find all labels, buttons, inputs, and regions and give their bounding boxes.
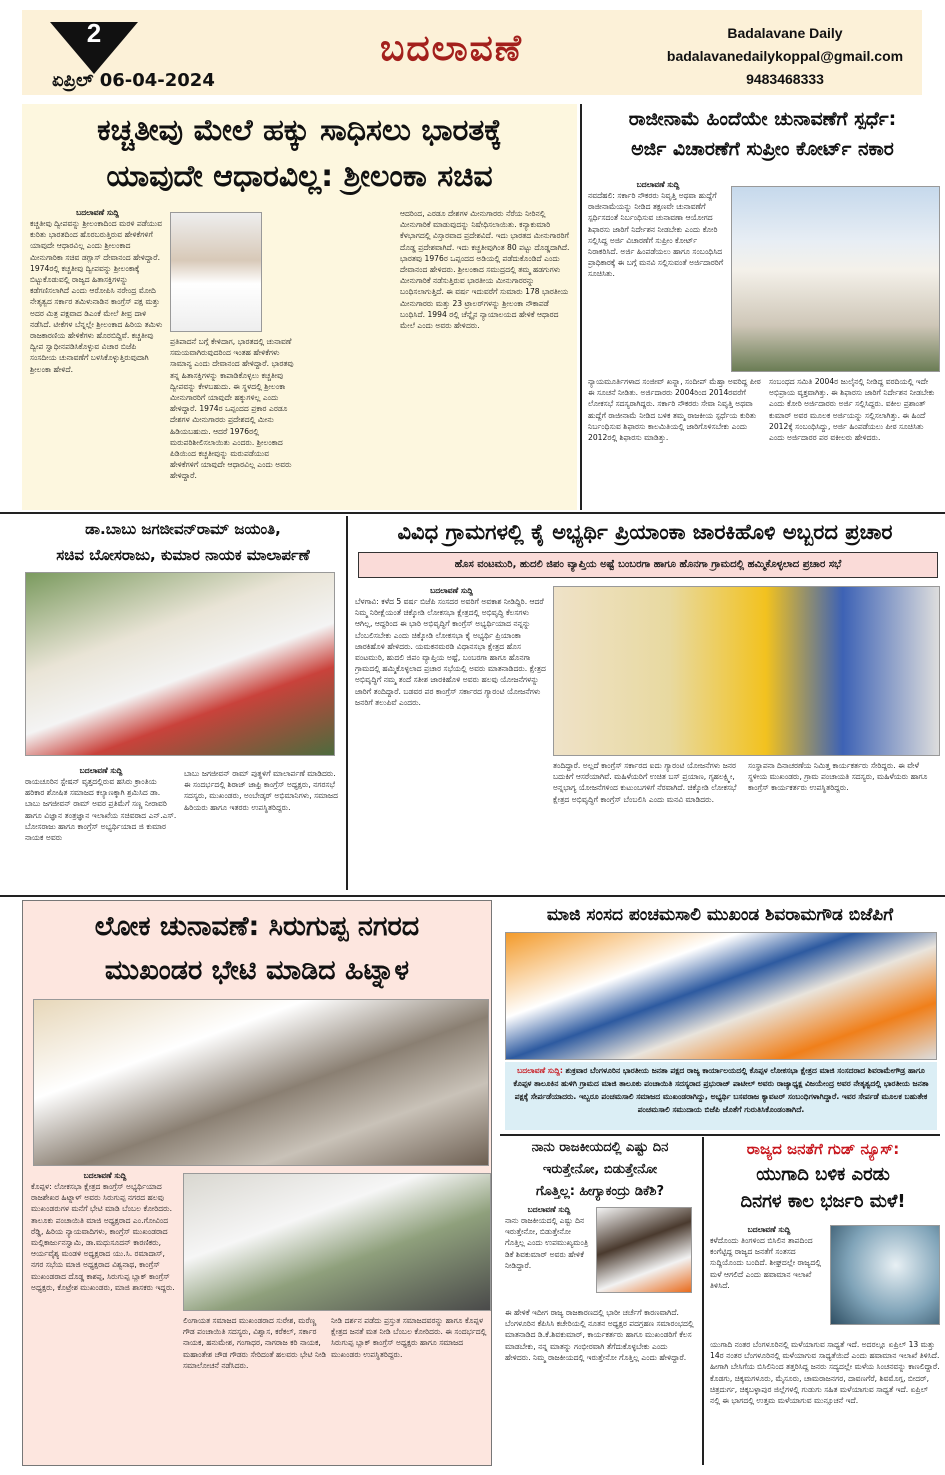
byline: ಬದಲಾವಣೆ ಸುದ್ದಿ (747, 1225, 791, 1234)
column (710, 1225, 828, 1337)
body-text: ಪ್ರತಿಪಾದನೆ ಬಗ್ಗೆ ಕೇಳಿದಾಗ, ಭಾರತದಲ್ಲಿ ಚುನಾವಣೆ ಸಮಯವಾಗಿರುವುದರಿಂದ ಇಂತಹ ಹೇಳಿಕೆಗಳು ಸಾಮಾನ್ಯ ಎಂದು ದೇವಾನಂದ ಹೇಳಿದ್ದಾರೆ. ಭಾರತವು ತನ್ನ ಹಿತಾಸಕ್ತಿಗಳನ್ನು ಕಾಪಾಡಿಕೊಳ್ಳಲು ಕಚ್ಚತೀವು ದ್ವೀಪವನ್ನು ಕೇಳಬಹುದು. ಈ ಸ್ಥಳದಲ್ಲಿ ಶ್ರೀಲಂಕಾ ಮೀನುಗಾರರಿಗೆ ಯಾವುದೇ ಹಕ್ಕುಗಳಿಲ್ಲ ಎಂದು ಹೇಳಿದ್ದಾರೆ. 1974ರ ಒಪ್ಪಂದದ ಪ್ರಕಾರ ಎರಡೂ ದೇಶಗಳ ಮೀನುಗಾರರು ಪ್ರದೇಶದಲ್ಲಿ ಮೀನು ಹಿಡಿಯಬಹುದು. ಆದರೆ 1976ರಲ್ಲಿ ಮರುಪರಿಶೀಲಿಸಲಾಯಿತು ಎಂದರು. ಶ್ರೀಲಂಕಾದ ಪಿಡಿಯಿಂದ ಕಚ್ಚತೀವುನ್ನು ಮರುಪಡೆಯುವ ಹೇಳಿಕೆಗಳಿಗೆ ಯಾವುದೇ ಆಧಾರವಿಲ್ಲ ಎಂದು ಅವರು ಹೇಳಿದ್ದಾರೆ. (170, 337, 294, 481)
headline (500, 1137, 700, 1203)
body-text: ನಾನು ರಾಜಕೀಯದಲ್ಲಿ ಎಷ್ಟು ದಿನ ಇರುತ್ತೇನೋ, ಬಿಡುತ್ತೇನೋ ಗೊತ್ತಿಲ್ಲ ಎಂದು ಉಪಮುಖ್ಯಮಂತ್ರಿ ಡಿಕೆ ಶಿವಕುಮಾರ್ ಅವರು ಹೇಳಿಕೆ ನೀಡಿದ್ದಾರೆ. (505, 1216, 589, 1270)
column-divider (580, 104, 582, 510)
phone: 9483468333 (746, 71, 824, 87)
headline-line: ಅರ್ಜಿ ವಿಚಾರಣೆಗೆ ಸುಪ್ರೀಂ ಕೋರ್ಟ್ ನಕಾರ (631, 138, 894, 160)
headline-line: ನಾನು ರಾಜಕೀಯದಲ್ಲಿ ಎಷ್ಟು ದಿನ (531, 1140, 669, 1155)
body-text: ನ್ಯಾಯಮೂರ್ತಿಗಳಾದ ಸಂಜೀವ್ ಖನ್ನಾ, ಸಂದೀಪ್ ಮೆಹ್ತಾ ಅವರಿದ್ದ ಪೀಠ ಈ ಸೂಚನೆ ನೀಡಿತು. ಅರ್ಜಿದಾರರು 2004ರಿಂದ 2014ರವರೆಗೆ ಲೋಕಸಭೆ ಸದಸ್ಯರಾಗಿದ್ದರು. ಸರ್ಕಾರಿ ನೌಕರರು ಸೇವಾ ನಿವೃತ್ತಿ ಅಥವಾ ಹುದ್ದೆಗೆ ರಾಜೀನಾಮೆ ನೀಡಿದ ಬಳಿಕ ತಮ್ಮ ರಾಜಕೀಯ ಸ್ಪರ್ಧೆಯ ಕುರಿತು ನಿರ್ಬಂಧಿಸುವ ಶಿಫಾರಸು ಕಾಲಮಿತಿಯಲ್ಲಿ ಜಾರಿಗೊಳಿಸಬೇಕು ಎಂದು 2012ರಲ್ಲಿ ಶಿಫಾರಸು ಮಾಡಿತ್ತು. (588, 377, 761, 443)
headline-line: ಡಾ.ಬಾಬು ಜಗಜೀವನ್‌ರಾಮ್ ಜಯಂತಿ, (85, 520, 281, 538)
column (355, 586, 548, 888)
article-jagjivan-ram (22, 516, 344, 890)
body-text: ಬಾಬು ಜಗಜೀವನ್ ರಾಮ್ ಪುತ್ಥಳಿಗೆ ಮಾಲಾರ್ಪಣೆ ಮಾಡಿದರು. ಈ ಸಂದರ್ಭದಲ್ಲಿ ಶಿರಾಜ್ ಜಾಫ್ರಿ ಕಾಂಗ್ರೆಸ್ ಅಧ್ಯಕ್ಷರು, ನಗರಸಭೆ ಸದಸ್ಯರು, ಮುಖಂಡರು, ಅಂಬೇಡ್ಕರ್ ಅಭಿಮಾನಿಗಳು, ಸಮಾಜದ ಹಿರಿಯರು ಹಾಗೂ ಇತರರು ಉಪಸ್ಥಿತರಿದ್ದರು. (184, 769, 339, 812)
rain-umbrella-photo (830, 1225, 940, 1325)
contact-info (660, 22, 910, 91)
byline: ಬದಲಾವಣೆ ಸುದ್ದಿ (79, 766, 123, 775)
headline-line: ಲೋಕ ಚುನಾವಣೆ: ಸಿರುಗುಪ್ಪ ನಗರದ (94, 911, 420, 942)
column (505, 1205, 593, 1305)
email: badalavanedailykoppal@gmail.com (666, 48, 904, 64)
body-text: ಯುಗಾದಿ ನಂತರ ಬೆಂಗಳೂರಿನಲ್ಲಿ ಮಳೆಯಾಗುವ ಸಾಧ್ಯತೆ ಇದೆ. ಅದರಲ್ಲೂ ಏಪ್ರಿಲ್ 13 ಮತ್ತು 14ರ ನಂತರ ಬೆಂಗಳೂರಿನಲ್ಲಿ ಮಳೆಯಾಗುವ ಸಾಧ್ಯತೆಯಿದೆ ಎಂದು ಹವಾಮಾನ ಇಲಾಖೆ ತಿಳಿಸಿದೆ. ಹೀಗಾಗಿ ಬೇಸಿಗೆಯ ಬಿಸಿಲಿನಿಂದ ತತ್ತರಿಸಿದ್ದ ಜನರು ಸದ್ಯದಲ್ಲೇ ಮಳೆಯ ಸಿಂಚನವನ್ನು ಕಾಣಲಿದ್ದಾರೆ. ಕೊಡಗು, ಚಿಕ್ಕಮಗಳೂರು, ಮೈಸೂರು, ಚಾಮರಾಜನಗರ, ದಾವಣಗೆರೆ, ಶಿವಮೊಗ್ಗ, ಬೀದರ್, ಚಿತ್ರದುರ್ಗ, ಚಿಕ್ಕಬಳ್ಳಾಪುರ ಜಿಲ್ಲೆಗಳಲ್ಲಿ ಗುಡುಗು ಸಹಿತ ಮಳೆಯಾಗುವ ಸಾಧ್ಯತೆ ಇದೆ. ಏಪ್ರಿಲ್ ನಲ್ಲಿ ಈ ಭಾಗದಲ್ಲಿ ಉತ್ತಮ ಮಳೆಯಾಗುವ ಮುನ್ಸೂಚನೆ ಇದೆ. (710, 1340, 940, 1406)
section-divider (0, 895, 945, 897)
headline-line: ಯುಗಾದಿ ಬಳಿಕ ಎರಡು (756, 1164, 890, 1185)
headline (23, 901, 491, 993)
caption-lead: ಬದಲಾವಣೆ ಸುದ್ದಿ: (517, 1066, 563, 1075)
body-text: ಆದರಿಂದ, ಎರಡೂ ದೇಶಗಳ ಮೀನುಗಾರರು ನೆರೆಯ ನೀರಿನಲ್ಲಿ ಮೀನುಗಾರಿಕೆ ಮಾಡುವುದನ್ನು ನಿಷೇಧಿಸಲಾಯಿತು. ಕನ್ಯಾಕುಮಾರಿ ಕೆಳಭಾಗದಲ್ಲಿ ವಿಸ್ತಾರವಾದ ಪ್ರದೇಶವಿದೆ. ಇದು ಭಾರತದ ಮೀನುಗಾರರಿಗೆ ದೊಡ್ಡ ಪ್ರದೇಶವಾಗಿದೆ. ಇದು ಕಚ್ಚತೀವುಗಿಂತ 80 ಪಟ್ಟು ದೊಡ್ಡದಾಗಿದೆ. ಭಾರತವು 1976ರ ಒಪ್ಪಂದದ ಅಡಿಯಲ್ಲಿ ಪಡೆದುಕೊಂಡಿದೆ ಎಂದು ದೇವಾನಂದ ಹೇಳಿದರು. ಶ್ರೀಲಂಕಾದ ಸಮುದ್ರದಲ್ಲಿ ತಮ್ಮ ಹಡಗುಗಳು ಮೀನುಗಾರಿಕೆ ನಡೆಸುತ್ತಿರುವ ಭಾರತೀಯ ಮೀನುಗಾರರನ್ನು ಬಂಧಿಸಲಾಗುತ್ತಿದೆ. ಈ ವರ್ಷ ಇದುವರೆಗೆ ಸುಮಾರು 178 ಭಾರತೀಯ ಮೀನುಗಾರರು ಮತ್ತು 23 ಟ್ರಾಲರ್‌ಗಳನ್ನು ಶ್ರೀಲಂಕಾ ನೌಕಾಪಡೆ ಬಂಧಿಸಿದೆ. 1994 ರಲ್ಲಿ ಚೆನ್ನೈನ ನ್ಯಾಯಾಲಯದ ಹೇಳಿಕೆ ಆಧಾರದ ಮೇಲೆ ಎಂದು ಅವರು ಹೇಳಿದರು. (400, 209, 570, 331)
headline (706, 1161, 940, 1215)
headline-line: ಮುಖಂಡರ ಭೇಟಿ ಮಾಡಿದ ಹಿಟ್ನಾಳ (104, 955, 410, 986)
issue-date: ಏಪ್ರಿಲ್ 06-04-2024 (52, 70, 215, 91)
byline: ಬದಲಾವಣೆ ಸುದ್ದಿ (527, 1205, 571, 1214)
column-divider (346, 516, 348, 890)
subheadline: ಹೊಸ ವಂಟಮುರಿ, ಹುದಲಿ ಜಿಪಂ ವ್ಯಾಪ್ತಿಯ ಅಷ್ಟೆ ಬಂಬರಗಾ ಹಾಗೂ ಹೊನಗಾ ಗ್ರಾಮದಲ್ಲಿ ಹಮ್ಮಿಕೊಳ್ಳಲಾದ ಪ್ರಚಾರ ಸಭೆ (358, 552, 938, 578)
headline-line: ಗೊತ್ತಿಲ್ಲ: ಹೀಗ್ಯಾಕಂದ್ರು ಡಿಕೆಶಿ? (535, 1184, 665, 1199)
column (25, 766, 177, 888)
newspaper-logo: ಬದಲಾವಣೆ (380, 28, 523, 69)
caption-text: ಶುಕ್ರವಾರ ಬೆಂಗಳೂರಿನ ಭಾರತೀಯ ಜನತಾ ಪಕ್ಷದ ರಾಜ್ಯ ಕಾರ್ಯಾಲಯದಲ್ಲಿ ಕೊಪ್ಪಳ ಲೋಕಸಭಾ ಕ್ಷೇತ್ರದ ಮಾಜಿ ಸಂಸದರಾದ ಶಿವರಾಮೇಗೌಡ್ರ ಹಾಗೂ ಕೊಪ್ಪಳ ತಾಲೂಕಿನ ಹುಳಿಗಿ ಗ್ರಾಮದ ಮಾಜಿ ತಾಲೂಕು ಪಂಚಾಯಿತಿ ಸದಸ್ಯರಾದ ಪ್ರಭುರಾಜ್ ಪಾಟೀಲ್ ಅವರು ರಾಜ್ಯಾಧ್ಯಕ್ಷ ವಿಜಯೇಂದ್ರ ಅವರ ನೇತೃತ್ವದಲ್ಲಿ ಭಾರತೀಯ ಜನತಾ ಪಕ್ಷಕ್ಕೆ ಸೇರ್ಪಡೆಯಾದರು. ಇಬ್ಬರೂ ಪಂಚಮಸಾಲಿ ಸಮಾಜದ ಮುಖಂಡರಾಗಿದ್ದು, ಅಭ್ಯರ್ಥಿ ಬಸವರಾಜ ಕ್ಯಾವಟರ್ ಸಂಬಂಧಿಗಳಾಗಿದ್ದಾರೆ. ಇವರ ಸೇರ್ಪಡೆ ಮೂಲಕ ಬಹುತೇಕ ಪಂಚಮಸಾಲಿ ಸಮುದಾಯ ಬಿಜೆಪಿ ಜೊತೆಗೆ ಗುರುತಿಸಿಕೊಂಡಂತಾಗಿದೆ. (513, 1066, 929, 1114)
article-dk-shivakumar (500, 1137, 700, 1465)
section-divider (500, 1134, 940, 1136)
column-divider (702, 1137, 704, 1465)
body-text: ಕಚ್ಚತೀವು ದ್ವೀಪವನ್ನು ಶ್ರೀಲಂಕಾದಿಂದ ಮರಳಿ ಪಡೆಯುವ ಕುರಿತು ಭಾರತದಿಂದ ಹೊರಬರುತ್ತಿರುವ ಹೇಳಿಕೆಗಳಿಗೆ ಯಾವುದೇ ಆಧಾರವಿಲ್ಲ ಎಂದು ಶ್ರೀಲಂಕಾದ ಮೀನುಗಾರಿಕಾ ಸಚಿವ ಡಗ್ಲಾಸ್ ದೇವಾನಂದ ಹೇಳಿದ್ದಾರೆ. 1974ರಲ್ಲಿ ಕಚ್ಚತೀವು ದ್ವೀಪವನ್ನು ಶ್ರೀಲಂಕಾಕ್ಕೆ ಬಿಟ್ಟುಕೊಡುವಲ್ಲಿ ರಾಜ್ಯದ ಹಿತಾಸಕ್ತಿಗಳನ್ನು ಕಡೆಗಣಿಸಲಾಗಿದೆ ಎಂದು ಆರೋಪಿಸಿ ನರೇಂದ್ರ ಮೋದಿ ನೇತೃತ್ವದ ಸರ್ಕಾರ ತಮಿಳುನಾಡಿನ ಕಾಂಗ್ರೆಸ್ ಪಕ್ಷ ಮತ್ತು ಅದರ ಮಿತ್ರ ಪಕ್ಷವಾದ ಡಿಎಂಕೆ ಮೇಲೆ ತೀವ್ರ ದಾಳಿ ನಡೆಸಿದೆ. ಟೀಕೆಗಳ ಬೆನ್ನಲ್ಲೇ ಶ್ರೀಲಂಕಾದ ಹಿರಿಯ ತಮಿಳು ರಾಜಕಾರಣಿಯ ಹೇಳಿಕೆಗಳು ಹೊರಬಿದ್ದಿವೆ. ಕಚ್ಚತೀವು ದ್ವೀಪ ಸ್ವಾಧೀನಪಡಿಸಿಕೊಳ್ಳುವ ವಿಚಾರ ಬಿಜೆಪಿ ಸಂಸದೀಯ ಚುನಾವಣೆಗೆ ಬಳಸಿಕೊಳ್ಳುತ್ತಿರುವುದಾಗಿ ಶ್ರೀಲಂಕಾ ಹೇಳಿದೆ. (30, 219, 163, 374)
article-priyanka-campaign (350, 516, 940, 890)
headline: ವಿವಿಧ ಗ್ರಾಮಗಳಲ್ಲಿ ಕೈ ಅಭ್ಯರ್ಥಿ ಪ್ರಿಯಾಂಕಾ ಜಾರಕಿಹೊಳಿ ಅಬ್ಬರದ ಪ್ರಚಾರ (397, 520, 893, 544)
campaign-photo (553, 586, 940, 756)
article-hitnal (22, 900, 492, 1466)
body-text: ಕಳೆದೊಂದು ತಿಂಗಳಿಂದ ಬಿಸಿಲಿನ ತಾಪದಿಂದ ಕಂಗೆಟ್ಟಿದ್ದ ರಾಜ್ಯದ ಜನತೆಗೆ ಸಂತಸದ ಸುದ್ದಿಯೊಂದು ಬಂದಿದೆ. ಶೀಘ್ರದಲ್ಲೇ ರಾಜ್ಯದಲ್ಲಿ ಮಳೆ ಆಗಲಿದೆ ಎಂದು ಹವಾಮಾನ ಇಲಾಖೆ ತಿಳಿಸಿದೆ. (710, 1236, 822, 1290)
byline: ಬದಲಾವಣೆ ಸುದ್ದಿ (636, 180, 680, 189)
headline-line: ಇರುತ್ತೇನೋ, ಬಿಡುತ್ತೇನೋ (542, 1162, 658, 1177)
bjp-joining-photo (505, 932, 937, 1060)
body-text: ರಾಯಚೂರಿನ ಸ್ಟೇಷನ್ ವೃತ್ತದಲ್ಲಿರುವ ಹಸಿರು ಕ್ರಾಂತಿಯ ಹರಿಕಾರ ಶೋಷಿತ ಸಮಾಜದ ಕಲ್ಯಾಣಕ್ಕಾಗಿ ಶ್ರಮಿಸಿದ ಡಾ. ಬಾಬು ಜಗಜೀವನ್ ರಾಮ್ ಅವರ ಪ್ರತಿಮೆಗೆ ಸಣ್ಣ ನೀರಾವರಿ ಹಾಗೂ ವಿಜ್ಞಾನ ತಂತ್ರಜ್ಞಾನ ಇಲಾಖೆಯ ಸಚಿವರಾದ ಎನ್.ಎಸ್. ಬೋಸರಾಜು ಹಾಗೂ ಕಾಂಗ್ರೆಸ್ ಅಭ್ಯರ್ಥಿಯಾದ ಜಿ ಕುಮಾರ ನಾಯಕ ಅವರು (25, 777, 177, 843)
event-photo (25, 572, 335, 756)
dk-shivakumar-photo (596, 1207, 692, 1293)
section-divider (0, 512, 945, 514)
body-text: ಸಂಸ್ಥಾಪನಾ ದಿನಾಚರಣೆಯ ನಿಮಿತ್ತ ಕಾರ್ಯಕರ್ತರು ಸೇರಿದ್ದರು. ಈ ವೇಳೆ ಸ್ಥಳೀಯ ಮುಖಂಡರು, ಗ್ರಾಮ ಪಂಚಾಯತಿ ಸದಸ್ಯರು, ಮಹಿಳೆಯರು ಹಾಗೂ ಕಾಂಗ್ರೆಸ್ ಕಾರ್ಯಕರ್ತರು ಉಪಸ್ಥಿತರಿದ್ದರು. (748, 761, 928, 793)
body-text: ತಂದಿದ್ದಾರೆ. ಅಲ್ಲದೆ ಕಾಂಗ್ರೆಸ್ ಸರ್ಕಾರದ ಐದು ಗ್ಯಾರಂಟಿ ಯೋಜನೆಗಳು ಜನರ ಬದುಕಿಗೆ ಆಸರೆಯಾಗಿವೆ. ಮಹಿಳೆಯರಿಗೆ ಉಚಿತ ಬಸ್ ಪ್ರಯಾಣ, ಗೃಹಲಕ್ಷ್ಮೀ, ಅನ್ನಭಾಗ್ಯ ಯೋಜನೆಗಳಿಂದ ಕುಟುಂಬಗಳಿಗೆ ನೆರವಾಗಿದೆ. ಚಿಕ್ಕೋಡಿ ಲೋಕಸಭೆ ಕ್ಷೇತ್ರದ ಅಭಿವೃದ್ಧಿಗೆ ಕಾಂಗ್ರೆಸ್ ಬೆಂಬಲಿಸಿ ಎಂದು ಮನವಿ ಮಾಡಿದರು. (553, 761, 737, 804)
body-text: ಬೆಳಗಾವಿ: ಕಳೆದ 5 ವರ್ಷ ಬಿಜೆಪಿ ಸಂಸದರ ಅವರಿಗೆ ಅವಕಾಶ ನೀಡಿದ್ದಿರಿ. ಆದರೆ ನಿಮ್ಮ ನಿರೀಕ್ಷೆಯಂತೆ ಚಿಕ್ಕೋಡಿ ಲೋಕಸಭಾ ಕ್ಷೇತ್ರದಲ್ಲಿ ಅಭಿವೃದ್ಧಿ ಕೆಲಸಗಳು ಆಗಿಲ್ಲ, ಆದ್ದರಿಂದ ಈ ಭಾರಿ ಅಭಿವೃದ್ಧಿಗೆ ಕಾಂಗ್ರೆಸ್ ಅಭ್ಯರ್ಥಿಯಾದ ನನ್ನನ್ನು ಬೆಂಬಲಿಸಬೇಕು ಎಂದು ಚಿಕ್ಕೋಡಿ ಲೋಕಸಭಾ ಕೈ ಅಭ್ಯರ್ಥಿ ಪ್ರಿಯಾಂಕಾ ಜಾರಕಿಹೊಳಿ ಹೇಳಿದರು. ಯಮಕನಮರಡಿ ವಿಧಾನಸಭಾ ಕ್ಷೇತ್ರದ ಹೊಸ ವಂಟಮುರಿ, ಹುದಲಿ ಜಿಪಂ ವ್ಯಾಪ್ತಿಯ ಅಷ್ಟೆ, ಬಂಬರಗಾ ಹಾಗೂ ಹೊನಗಾ ಗ್ರಾಮದಲ್ಲಿ ಹಮ್ಮಿಕೊಳ್ಳಲಾದ ಪ್ರಚಾರ ಸಭೆಯಲ್ಲಿ ಅವರು ಮಾತನಾಡಿದರು. ಕ್ಷೇತ್ರದ ಅಭಿವೃದ್ಧಿಗೆ ನಮ್ಮ ತಂದೆ ಸತೀಶ ಜಾರಕಿಹೊಳಿ ಅವರು ಹಲವು ಯೋಜನೆಗಳನ್ನು ಜಾರಿಗೆ ತಂದಿದ್ದಾರೆ. ಬಡವರ ಪರ ಕಾಂಗ್ರೆಸ್ ಸರ್ಕಾರದ ಗ್ಯಾರಂಟಿ ಯೋಜನೆಗಳು ಜನರಿಗೆ ತಲುಪಿವೆ ಎಂದರು. (355, 597, 546, 707)
article-kachchatheevu (22, 104, 577, 510)
article-supreme-court (585, 104, 940, 510)
column (31, 1171, 179, 1463)
body-text: ಈ ಹೇಳಿಕೆ ಇದೀಗ ರಾಜ್ಯ ರಾಜಕಾರಣದಲ್ಲಿ ಭಾರೀ ಚರ್ಚೆಗೆ ಕಾರಣವಾಗಿದೆ. ಬೆಂಗಳೂರಿನ ಕೆಪಿಸಿಸಿ ಕಚೇರಿಯಲ್ಲಿ ನೂತನ ಅಧ್ಯಕ್ಷರ ಪದಗ್ರಹಣ ಸಮಾರಂಭದಲ್ಲಿ ಮಾತನಾಡಿದ ಡಿ.ಕೆ.ಶಿವಕುಮಾರ್, ಕಾರ್ಯಕರ್ತರು ಹಾಗೂ ಮುಖಂಡರಿಗೆ ಕೆಲಸ ಮಾಡಬೇಕು, ನನ್ನ ಮಾತನ್ನು ಗಂಭೀರವಾಗಿ ತೆಗೆದುಕೊಳ್ಳಬೇಕು ಎಂದು ಹೇಳಿದರು. ನಿಮ್ಮ ರಾಜಕೀಯದಲ್ಲಿ ಇರುತ್ತೇನೋ ಗೊತ್ತಿಲ್ಲ ಎಂದು ಹೇಳಿದ್ದಾರೆ. (505, 1308, 694, 1362)
headline (22, 108, 577, 200)
headline-line: ದಿನಗಳ ಕಾಲ ಭರ್ಜರಿ ಮಳೆ! (740, 1191, 906, 1212)
headline-red: ರಾಜ್ಯದ ಜನತೆಗೆ ಗುಡ್ ನ್ಯೂಸ್: (746, 1140, 900, 1158)
headline-line: ರಾಜೀನಾಮೆ ಹಿಂದೆಯೇ ಚುನಾವಣೆಗೆ ಸ್ಪರ್ಧೆ: (628, 108, 897, 130)
body-text: ನವದೆಹಲಿ: ಸರ್ಕಾರಿ ನೌಕರರು ನಿವೃತ್ತಿ ಅಥವಾ ಹುದ್ದೆಗೆ ರಾಜೀನಾಮೆಯನ್ನು ನೀಡಿದ ತಕ್ಷಣವೇ ಚುನಾವಣೆಗೆ ಸ್ಪರ್ಧಿಸದಂತೆ ನಿರ್ಬಂಧಿಸುವ ಚುನಾವಣಾ ಆಯೋಗದ ಶಿಫಾರಸು ಜಾರಿಗೆ ನಿರ್ದೇಶನ ನೀಡಬೇಕು ಎಂದು ಕೋರಿ ಸಲ್ಲಿಸಿದ್ದ ಅರ್ಜಿ ವಿಚಾರಣೆಗೆ ಸುಪ್ರೀಂ ಕೋರ್ಟ್ ನಿರಾಕರಿಸಿದೆ. ಅರ್ಜಿ ಹಿಂಪಡೆಯಲು ಹಾಗೂ ಸಂಬಂಧಿಸಿದ ಪ್ರಾಧಿಕಾರಕ್ಕೆ ಈ ಬಗ್ಗೆ ಮನವಿ ಸಲ್ಲಿಸುವಂತೆ ಅರ್ಜಿದಾರರಿಗೆ ಸೂಚಿಸಿತು. (588, 191, 724, 279)
minister-photo (170, 212, 262, 332)
headline-line: ಯಾವುದೇ ಆಧಾರವಿಲ್ಲ: ಶ್ರೀಲಂಕಾ ಸಚಿವ (106, 159, 493, 194)
body-text: ಲಿಂಗಾಯತ ಸಮಾಜದ ಮುಖಂಡರಾದ ಸುರೇಶ, ಮರೆಣ್ಣ ಗೌಡ ಪಂಚಾಯಿತಿ ಸದಸ್ಯರು, ವಿಶ್ವಾಸ, ಕರೆಕಲ್, ಸರ್ಕಾರ ನಾಯಕ, ಹನುಮೇಶ, ಗಂಗಾಧರ, ನಾಗರಾಜ ಕರಿ ನಾಯಕ, ಮಹಾಂತೇಶ ಚೌಡ ಗೌಡರು ಸೇರಿದಂತೆ ಹಲವರು ಭೇಟಿ ನೀಡಿ ಸಮಾಲೋಚನೆ ನಡೆಸಿದರು. (183, 1316, 327, 1370)
photo-caption (505, 1062, 937, 1130)
body-text: ಸಂಬಂಧದ ಸಮಿತಿ 2004ರ ಜುಲೈನಲ್ಲಿ ನೀಡಿದ್ದ ವರದಿಯಲ್ಲಿ ಇದೇ ಅಭಿಪ್ರಾಯ ವ್ಯಕ್ತವಾಗಿತ್ತು. ಈ ಶಿಫಾರಸು ಜಾರಿಗೆ ನಿರ್ದೇಶನ ನೀಡಬೇಕು ಎಂದು ಕೋರಿ ಅರ್ಜಿದಾರರು ಅರ್ಜಿ ಸಲ್ಲಿಸಿದ್ದರು. ವಕೀಲ ಪ್ರಶಾಂತ್ ಕುಮಾರ್ ಅವರ ಮೂಲಕ ಅರ್ಜಿಯನ್ನು ಸಲ್ಲಿಸಲಾಗಿತ್ತು. ಈ ಹಿಂದೆ 2012ಕ್ಕೆ ಸಂಬಂಧಿಸಿದ್ದು, ಅರ್ಜಿ ಹಿಂಪಡೆಯಲು ಪೀಠ ಸೂಚಿಸಿತು ಎಂದು ಅರ್ಜಿದಾರರ ಪರ ವಕೀಲರು ಹೇಳಿದರು. (769, 377, 935, 443)
column (588, 180, 728, 375)
headline-line: ಕಚ್ಚತೀವು ಮೇಲೆ ಹಕ್ಕು ಸಾಧಿಸಲು ಭಾರತಕ್ಕೆ (97, 113, 502, 148)
headline (585, 104, 940, 164)
byline: ಬದಲಾವಣೆ ಸುದ್ದಿ (76, 208, 119, 217)
byline: ಬದಲಾವಣೆ ಸುದ್ದಿ (430, 586, 473, 595)
paper-name: Badalavane Daily (727, 25, 843, 41)
supreme-court-photo (731, 186, 940, 372)
byline: ಬದಲಾವಣೆ ಸುದ್ದಿ (83, 1171, 127, 1180)
headline: ಮಾಜಿ ಸಂಸದ ಪಂಚಮಸಾಲಿ ಮುಖಂಡ ಶಿವರಾಮಗೌಡ ಬಿಜೆಪಿಗೆ (546, 905, 894, 925)
headline-line: ಸಚಿವ ಬೋಸರಾಜು, ಕುಮಾರ ನಾಯಕ ಮಾಲಾರ್ಪಣೆ (56, 546, 310, 564)
page-number: 2 (86, 18, 102, 48)
body-text: ಕೊಪ್ಪಳ: ಲೋಕಸಭಾ ಕ್ಷೇತ್ರದ ಕಾಂಗ್ರೆಸ್ ಅಭ್ಯರ್ಥಿಯಾದ ರಾಜಶೇಖರ ಹಿಟ್ನಾಳ್ ಅವರು ಸಿರುಗುಪ್ಪ ನಗರದ ಹಲವು ಮುಖಂಡರುಗಳ ಮನೆಗೆ ಭೇಟಿ ಮಾಡಿ ಬೆಂಬಲ ಕೋರಿದರು. ತಾಲೂಕು ಪಂಚಾಯಿತಿ ಮಾಜಿ ಅಧ್ಯಕ್ಷರಾದ ಎಂ.ಗೋವಿಂದ ರೆಡ್ಡಿ, ಹಿರಿಯ ನ್ಯಾಯವಾದಿಗಳು, ಕಾಂಗ್ರೆಸ್ ಮುಖಂಡರಾದ ಮಲ್ಲಿಕಾರ್ಜುನಸ್ವಾಮಿ, ಡಾ.ಮಧುಸೂದನ್ ಕಾರಣಿಕರು, ಆರ್ಯವೈಶ್ಯ ಮಂಡಳಿ ಅಧ್ಯಕ್ಷರಾದ ಯು.ಸಿ. ರಮಾದಾಸ್, ನಗರ ಸಭೆಯ ಮಾಜಿ ಅಧ್ಯಕ್ಷರಾದ ವಿಶ್ವನಾಥ, ಕಾಂಗ್ರೆಸ್ ಮುಖಂಡರಾದ ದೊಡ್ಡ ಕಾಶಪ್ಪ, ಸಿರುಗುಪ್ಪ ಬ್ಲಾಕ್ ಕಾಂಗ್ರೆಸ್ ಅಧ್ಯಕ್ಷರು, ಕೊಟ್ರೇಶ ಮುಖಂಡರು, ಮಾಜಿ ಶಾಸಕರು ಇದ್ದರು. (31, 1182, 175, 1292)
article-rain-forecast (706, 1137, 940, 1465)
body-text: ನೀಡಿ ದರ್ಶನ ಪಡೆದು ಪ್ರಸ್ತುತ ಸಮಾಜದವರನ್ನು ಹಾಗೂ ಕೊಪ್ಪಳ ಕ್ಷೇತ್ರದ ಜನತೆ ಮತ ನೀಡಿ ಬೆಂಬಲ ಕೋರಿದರು. ಈ ಸಂದರ್ಭದಲ್ಲಿ ಸಿರುಗುಪ್ಪ ಬ್ಲಾಕ್ ಕಾಂಗ್ರೆಸ್ ಅಧ್ಯಕ್ಷರು ಹಾಗೂ ಸಮಾಜದ ಮುಖಂಡರು ಉಪಸ್ಥಿತರಿದ್ದರು. (331, 1316, 487, 1359)
visit-photo (183, 1173, 491, 1311)
article-shivaramegowda (500, 900, 940, 1132)
column (30, 208, 165, 506)
meeting-photo (33, 999, 489, 1166)
headline (22, 516, 344, 568)
